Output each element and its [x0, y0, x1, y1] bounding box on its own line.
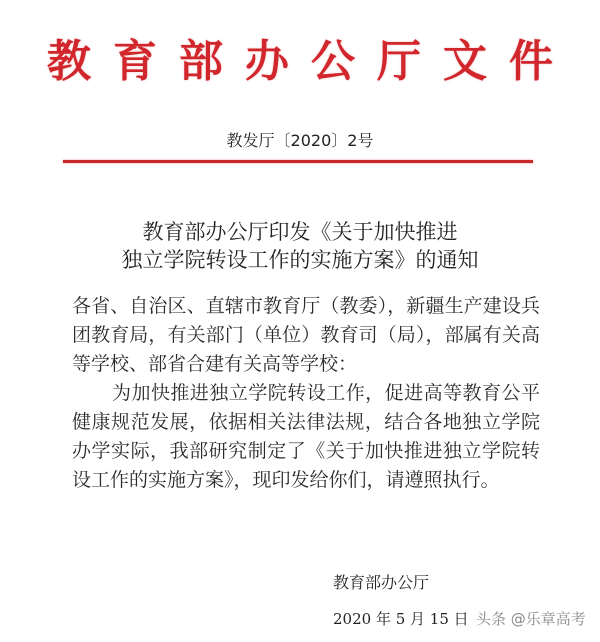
issuer-signature: 教育部办公厅	[333, 573, 430, 592]
red-divider-rule	[63, 160, 533, 163]
document-header-title: 教育部办公厅文件	[47, 36, 575, 87]
addressees-paragraph: 各省、自治区、直辖市教育厅（教委），新疆生产建设兵团教育局，有关部门（单位）教育司（局），部属有关高等学校、部省合建有关高等学校：	[72, 295, 540, 375]
notice-body	[72, 292, 540, 495]
issue-date: 2020 年 5 月 15 日	[333, 610, 469, 628]
main-paragraph: 为加快推进独立学院转设工作，促进高等教育公平健康规范发展，依据相关法律法规，结合各地独立学院办学实际，我部研究制定了《关于加快推进独立学院转设工作的实施方案》，现印发给你们，请遵照执行。	[72, 382, 540, 491]
document-number: 教发厅〔2020〕2号	[226, 131, 374, 150]
notice-title-line-2: 独立学院转设工作的实施方案》的通知	[121, 248, 479, 272]
source-watermark: 头条 @乐章高考	[476, 610, 586, 628]
notice-title-line-1: 教育部办公厅印发《关于加快推进	[142, 220, 458, 244]
notice-title	[0, 218, 600, 274]
